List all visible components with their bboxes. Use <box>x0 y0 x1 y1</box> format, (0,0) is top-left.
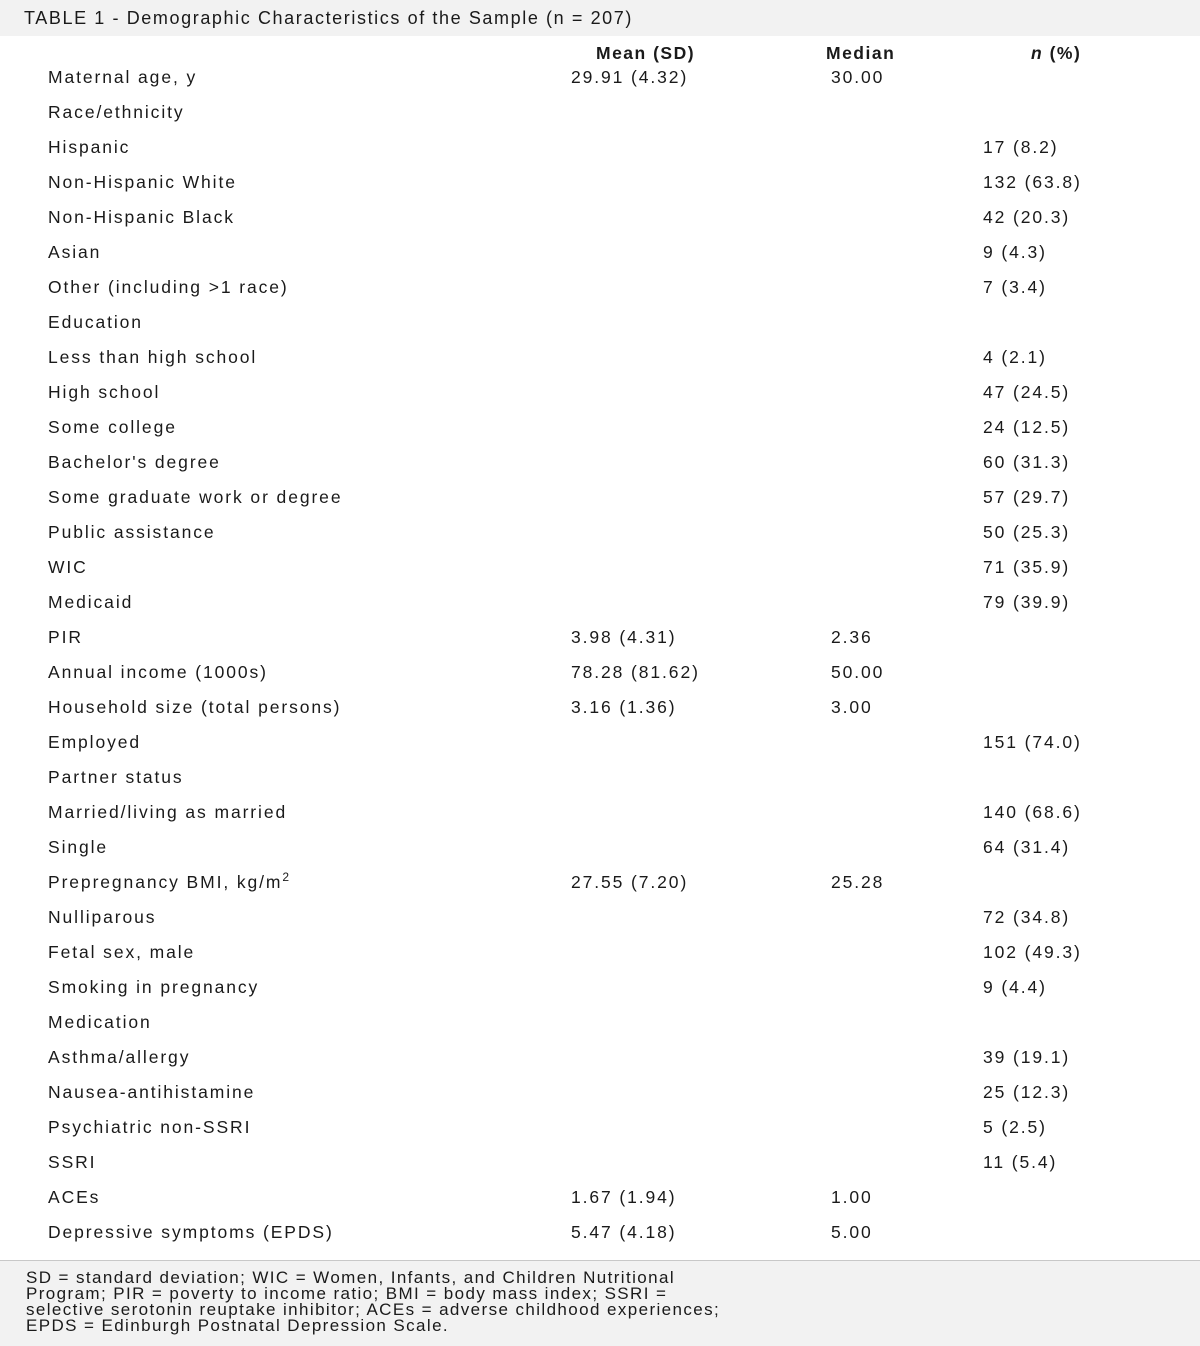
row-label <box>48 165 237 200</box>
row-label <box>48 95 185 130</box>
cell-mean-sd: 3.98 (4.31) <box>571 627 677 647</box>
table-caption: TABLE 1 - Demographic Characteristics of the Sample (n = 207) <box>0 0 1200 36</box>
header-mean-sd: Mean (SD) <box>596 43 696 63</box>
cell-n-percent: 39 (19.1) <box>983 1047 1071 1067</box>
cell-median: 50.00 <box>831 662 885 682</box>
cell-n-percent: 102 (49.3) <box>983 942 1082 962</box>
table-row <box>0 900 1200 935</box>
row-label-text: Married/living as married <box>48 802 288 822</box>
row-label-text: Psychiatric non-SSRI <box>48 1117 252 1137</box>
table-row <box>0 830 1200 865</box>
row-label-text: Less than high school <box>48 347 258 367</box>
row-label-text: Smoking in pregnancy <box>48 977 260 997</box>
table-row <box>0 270 1200 305</box>
row-label-text: Medication <box>48 1012 152 1032</box>
table-row <box>0 340 1200 375</box>
cell-median: 25.28 <box>831 872 885 892</box>
footnote-line: EPDS = Edinburgh Postnatal Depression Scale. <box>26 1316 450 1335</box>
cell-mean-sd: 29.91 (4.32) <box>571 67 689 87</box>
row-label <box>48 585 133 620</box>
cell-mean-sd: 78.28 (81.62) <box>571 662 700 682</box>
cell-n-percent: 11 (5.4) <box>983 1152 1058 1172</box>
row-label <box>48 1145 96 1180</box>
row-label <box>48 725 141 760</box>
row-label-text: SSRI <box>48 1152 97 1172</box>
row-label-text: Prepregnancy BMI, kg/m <box>48 872 283 892</box>
row-label <box>48 480 342 515</box>
cell-n-percent: 4 (2.1) <box>983 347 1047 367</box>
row-label-text: Depressive symptoms (EPDS) <box>48 1222 334 1242</box>
footnote-line: SD = standard deviation; WIC = Women, Infants, and Children Nutritional <box>26 1268 676 1287</box>
table-row <box>0 935 1200 970</box>
row-label <box>48 935 195 970</box>
cell-mean-sd: 1.67 (1.94) <box>571 1187 677 1207</box>
row-label <box>48 970 259 1005</box>
cell-n-percent: 60 (31.3) <box>983 452 1071 472</box>
row-label <box>48 340 257 375</box>
row-label-text: Nulliparous <box>48 907 157 927</box>
table-row <box>0 165 1200 200</box>
row-label-text: Race/ethnicity <box>48 102 185 122</box>
table-row <box>0 445 1200 480</box>
cell-n-percent: 132 (63.8) <box>983 172 1082 192</box>
row-label <box>48 305 143 340</box>
row-label-text: PIR <box>48 627 83 647</box>
table-row <box>0 1180 1200 1215</box>
table-row <box>0 515 1200 550</box>
table-row <box>0 1040 1200 1075</box>
row-label-text: Annual income (1000s) <box>48 662 268 682</box>
table-row <box>0 200 1200 235</box>
row-label-text: WIC <box>48 557 88 577</box>
cell-median: 2.36 <box>831 627 873 647</box>
table-row <box>0 1110 1200 1145</box>
row-label-text: Bachelor's degree <box>48 452 221 472</box>
cell-n-percent: 79 (39.9) <box>983 592 1071 612</box>
row-label <box>48 795 287 830</box>
row-label-text: ACEs <box>48 1187 101 1207</box>
row-label-text: Non-Hispanic Black <box>48 207 235 227</box>
table-row <box>0 550 1200 585</box>
table-row <box>0 305 1200 340</box>
row-label-text: Public assistance <box>48 522 216 542</box>
cell-n-percent: 47 (24.5) <box>983 382 1071 402</box>
row-label <box>48 445 221 480</box>
cell-n-percent: 140 (68.6) <box>983 802 1082 822</box>
cell-n-percent: 151 (74.0) <box>983 732 1082 752</box>
row-label-text: Household size (total persons) <box>48 697 342 717</box>
row-label <box>48 690 341 725</box>
cell-n-percent: 42 (20.3) <box>983 207 1071 227</box>
cell-n-percent: 71 (35.9) <box>983 557 1071 577</box>
row-label-text: Some college <box>48 417 177 437</box>
row-label <box>48 235 101 270</box>
cell-median: 1.00 <box>831 1187 873 1207</box>
row-label <box>48 865 289 900</box>
cell-n-percent: 5 (2.5) <box>983 1117 1047 1137</box>
row-label-text: Partner status <box>48 767 184 787</box>
row-label <box>48 550 88 585</box>
cell-n-percent: 24 (12.5) <box>983 417 1071 437</box>
cell-n-percent: 50 (25.3) <box>983 522 1071 542</box>
cell-n-percent: 64 (31.4) <box>983 837 1071 857</box>
header-median: Median <box>826 43 896 63</box>
row-label-text: Some graduate work or degree <box>48 487 343 507</box>
table-row <box>0 480 1200 515</box>
row-label-text: Medicaid <box>48 592 134 612</box>
cell-mean-sd: 5.47 (4.18) <box>571 1222 677 1242</box>
row-label <box>48 410 177 445</box>
row-label-text: Fetal sex, male <box>48 942 196 962</box>
row-label <box>48 760 184 795</box>
row-label <box>48 60 197 95</box>
table-row <box>0 1215 1200 1250</box>
cell-n-percent: 57 (29.7) <box>983 487 1071 507</box>
table-row <box>0 130 1200 165</box>
table-row <box>0 410 1200 445</box>
table-row <box>0 585 1200 620</box>
row-label <box>48 830 108 865</box>
row-label <box>48 130 130 165</box>
row-label <box>48 1110 251 1145</box>
row-label <box>48 620 83 655</box>
cell-median: 5.00 <box>831 1222 873 1242</box>
row-label <box>48 900 156 935</box>
row-label <box>48 1075 255 1110</box>
table-row <box>0 235 1200 270</box>
row-label-text: Other (including >1 race) <box>48 277 289 297</box>
table-row <box>0 725 1200 760</box>
table-row <box>0 60 1200 95</box>
cell-mean-sd: 27.55 (7.20) <box>571 872 689 892</box>
table-row <box>0 655 1200 690</box>
row-label-text: High school <box>48 382 161 402</box>
row-label-text: Nausea-antihistamine <box>48 1082 256 1102</box>
row-label <box>48 1005 152 1040</box>
row-label-text: Maternal age, y <box>48 67 198 87</box>
demographics-table <box>0 36 1200 1260</box>
row-label <box>48 515 216 550</box>
cell-n-percent: 7 (3.4) <box>983 277 1047 297</box>
footnote-line: selective serotonin reuptake inhibitor; ACEs = adverse childhood experiences; <box>26 1300 721 1319</box>
superscript: 2 <box>282 870 290 884</box>
cell-mean-sd: 3.16 (1.36) <box>571 697 677 717</box>
table-footnote <box>0 1261 1200 1346</box>
row-label <box>48 270 289 305</box>
table-row <box>0 1075 1200 1110</box>
header-n-symbol: n <box>1031 43 1044 63</box>
footnote-line: Program; PIR = poverty to income ratio; BMI = body mass index; SSRI = <box>26 1284 668 1303</box>
row-label-text: Employed <box>48 732 142 752</box>
row-label <box>48 375 160 410</box>
table-row <box>0 970 1200 1005</box>
table-row <box>0 620 1200 655</box>
table-row <box>0 1005 1200 1040</box>
row-label <box>48 1180 100 1215</box>
table-row <box>0 760 1200 795</box>
cell-n-percent: 9 (4.4) <box>983 977 1047 997</box>
header-percent: (%) <box>1043 43 1082 63</box>
row-label <box>48 655 268 690</box>
cell-n-percent: 9 (4.3) <box>983 242 1047 262</box>
cell-median: 30.00 <box>831 67 885 87</box>
cell-n-percent: 72 (34.8) <box>983 907 1071 927</box>
table-row <box>0 795 1200 830</box>
table-row <box>0 95 1200 130</box>
row-label-text: Asian <box>48 242 102 262</box>
row-label-text: Education <box>48 312 143 332</box>
cell-n-percent: 17 (8.2) <box>983 137 1059 157</box>
row-label <box>48 1040 190 1075</box>
row-label-text: Asthma/allergy <box>48 1047 191 1067</box>
cell-n-percent: 25 (12.3) <box>983 1082 1071 1102</box>
row-label-text: Single <box>48 837 109 857</box>
row-label-text: Hispanic <box>48 137 131 157</box>
row-label <box>48 1215 334 1250</box>
table-row <box>0 690 1200 725</box>
row-label-text: Non-Hispanic White <box>48 172 237 192</box>
cell-median: 3.00 <box>831 697 873 717</box>
row-label <box>48 200 235 235</box>
table-row <box>0 1145 1200 1180</box>
table-row <box>0 865 1200 900</box>
table-row <box>0 375 1200 410</box>
